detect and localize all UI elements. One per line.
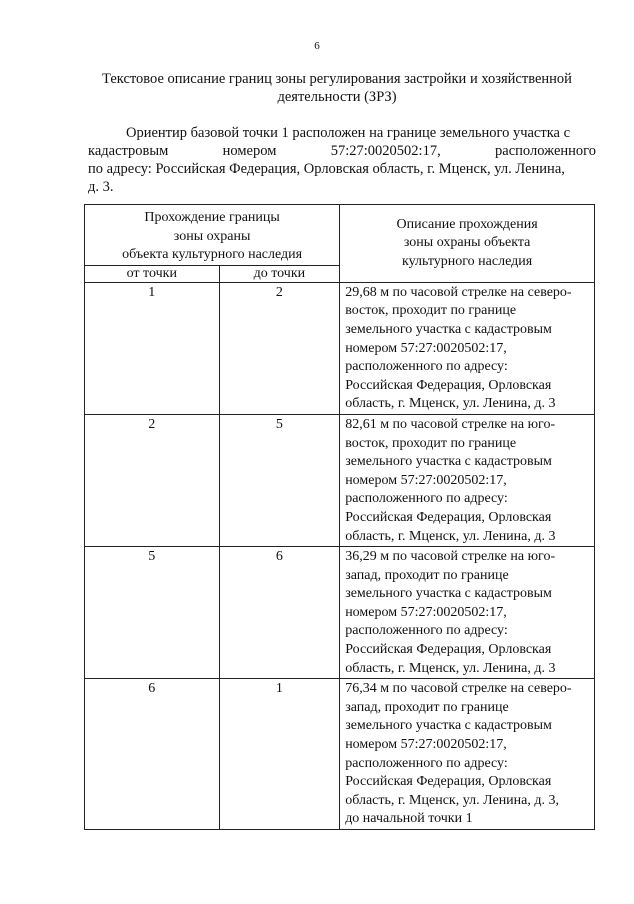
description-line: до начальной точки 1	[345, 811, 473, 827]
boundary-table	[84, 204, 595, 830]
description-line: Российская Федерация, Орловская	[345, 642, 552, 658]
header-from-point: от точки	[85, 265, 220, 282]
table-row	[85, 414, 595, 546]
description-line: запад, проходит по границе	[345, 567, 509, 583]
table-row	[85, 282, 595, 414]
description-line: земельного участка с кадастровым	[345, 718, 552, 734]
description-line: область, г. Мценск, ул. Ленина, д. 3,	[345, 792, 560, 808]
description-line: земельного участка с кадастровым	[345, 454, 552, 470]
intro-line: Ориентир базовой точки 1 расположен на границе земельного участка с	[126, 125, 571, 141]
description-line: восток, проходит по границе	[345, 435, 517, 451]
intro-line: по адресу: Российская Федерация, Орловская область, г. Мценск, ул. Ленина,	[88, 161, 565, 177]
cell-from-point: 1	[85, 282, 220, 414]
intro-word: 57:27:0020502:17,	[330, 143, 441, 159]
description-line: расположенного по адресу:	[345, 359, 508, 375]
cell-description	[340, 547, 595, 679]
description-line: расположенного по адресу:	[345, 755, 508, 771]
cell-from-point: 2	[85, 414, 220, 546]
intro-line-justified	[88, 142, 596, 160]
header-line: Прохождение границы	[144, 210, 280, 225]
cell-to-point: 1	[219, 679, 340, 830]
table-row	[85, 679, 595, 830]
header-line: культурного наследия	[402, 253, 533, 269]
description-line: область, г. Мценск, ул. Ленина, д. 3	[345, 396, 556, 412]
description-line: восток, проходит по границе	[345, 303, 517, 319]
description-line: Российская Федерация, Орловская	[345, 774, 552, 790]
cell-from-point: 5	[85, 547, 220, 679]
description-line: номером 57:27:0020502:17,	[345, 737, 507, 753]
description-line: номером 57:27:0020502:17,	[345, 472, 507, 488]
intro-paragraph	[88, 124, 596, 196]
description-line: Российская Федерация, Орловская	[345, 377, 552, 393]
description-line: расположенного по адресу:	[345, 491, 508, 507]
header-line: зоны охраны объекта	[403, 235, 531, 251]
intro-word: номером	[222, 143, 277, 159]
description-line: номером 57:27:0020502:17,	[345, 340, 507, 356]
title-line: деятельности (ЗРЗ)	[277, 89, 397, 105]
description-line: область, г. Мценск, ул. Ленина, д. 3	[345, 660, 556, 676]
cell-to-point: 6	[219, 547, 340, 679]
description-line: земельного участка с кадастровым	[345, 586, 552, 602]
description-line: расположенного по адресу:	[345, 623, 508, 639]
header-line: объекта культурного наследия	[122, 247, 303, 263]
description-line: 36,29 м по часовой стрелке на юго-	[345, 549, 556, 565]
cell-description	[340, 282, 595, 414]
cell-to-point: 2	[219, 282, 340, 414]
page-number: 6	[314, 40, 320, 52]
description-line: земельного участка с кадастровым	[345, 321, 552, 337]
cell-from-point: 6	[85, 679, 220, 830]
description-line: 82,61 м по часовой стрелке на юго-	[345, 416, 556, 432]
description-line: область, г. Мценск, ул. Ленина, д. 3	[345, 528, 556, 544]
header-line: Описание прохождения	[396, 216, 538, 232]
header-line: зоны охраны	[173, 228, 251, 244]
table-row	[85, 547, 595, 679]
description-line: 29,68 м по часовой стрелке на северо-	[345, 284, 572, 300]
title-line: Текстовое описание границ зоны регулирования застройки и хозяйственной	[102, 71, 572, 87]
cell-description	[340, 414, 595, 546]
cell-to-point: 5	[219, 414, 340, 546]
description-line: номером 57:27:0020502:17,	[345, 604, 507, 620]
header-description	[340, 205, 595, 283]
intro-word: расположенного	[495, 143, 596, 159]
table-header-row	[85, 205, 595, 266]
cell-description	[340, 679, 595, 830]
intro-word: кадастровым	[88, 143, 169, 159]
description-line: Российская Федерация, Орловская	[345, 509, 552, 525]
description-line: запад, проходит по границе	[345, 699, 509, 715]
intro-line: д. 3.	[88, 179, 114, 195]
header-boundary-passage	[85, 205, 340, 266]
header-to-point: до точки	[219, 265, 340, 282]
document-title	[75, 70, 599, 106]
description-line: 76,34 м по часовой стрелке на северо-	[345, 681, 572, 697]
